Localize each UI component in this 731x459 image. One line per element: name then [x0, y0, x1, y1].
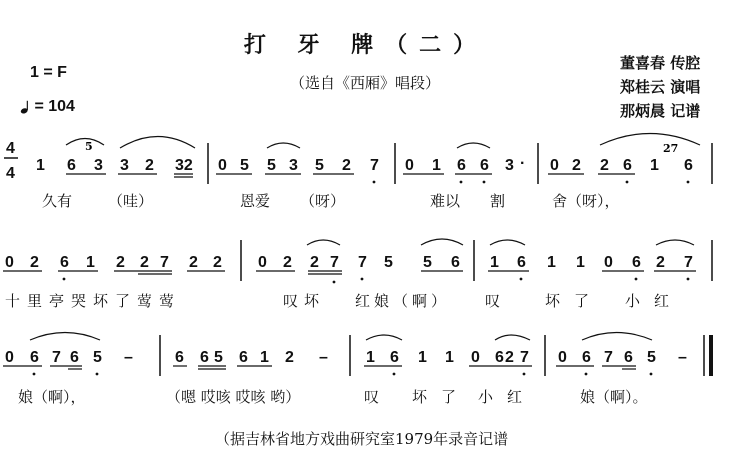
- row2-note: 2: [140, 254, 149, 271]
- row2-note: 0: [604, 254, 613, 271]
- row2-note: 7: [684, 254, 693, 271]
- row1-note: 3: [94, 157, 103, 174]
- row2-note: 7: [330, 254, 339, 271]
- row3-note: 7: [52, 349, 61, 366]
- row1-note: 5: [240, 157, 249, 174]
- row1-note: 2: [600, 157, 609, 174]
- credit-line-2: 郑桂云 演唱: [620, 78, 701, 96]
- lyric: （呀）: [300, 192, 346, 210]
- row3-note: 7: [520, 349, 529, 366]
- score-row-3: [3, 333, 711, 377]
- row1-note: 3: [120, 157, 129, 174]
- tempo-value: = 104: [34, 98, 75, 115]
- page-title: 打 牙 牌（二）: [243, 33, 488, 58]
- row1-note: 0: [405, 157, 414, 174]
- source-footnote: （据吉林省地方戏曲研究室1979年录音记谱: [215, 430, 509, 448]
- key-signature: 1 = F: [30, 64, 67, 81]
- lyric: 难以: [430, 192, 461, 210]
- row2-note: 0: [258, 254, 267, 271]
- row1-note: 5: [267, 157, 276, 174]
- row3-note: 6: [495, 349, 504, 366]
- lyric: 小红: [625, 292, 684, 310]
- lyric: （哇）: [108, 192, 154, 210]
- row2-note: 7: [358, 254, 367, 271]
- row3-note: 6: [624, 349, 633, 366]
- row2-note: 5: [423, 254, 432, 271]
- row2-note: 1: [547, 254, 556, 271]
- row2-note: 6: [451, 254, 460, 271]
- row1-note: 6: [480, 157, 489, 174]
- row2-note: 6: [517, 254, 526, 271]
- row3-note: 1: [366, 349, 375, 366]
- lyric: 娘（啊），: [18, 388, 86, 406]
- lyric: 坏了: [545, 292, 604, 310]
- row2-note: 7: [160, 254, 169, 271]
- lyric: 叹: [485, 292, 501, 310]
- row3-note: 2: [285, 349, 294, 366]
- row2-note: 1: [490, 254, 499, 271]
- row1-grace: 5: [85, 140, 93, 153]
- row3-note: 2: [505, 349, 514, 366]
- row3-note: 0: [5, 349, 14, 366]
- row3-note: 5: [93, 349, 102, 366]
- row1-dot: ·: [520, 155, 526, 172]
- credit-line-3: 那炳晨 记谱: [620, 102, 701, 120]
- time-sig-top: 4: [6, 140, 15, 157]
- lyric: 小红: [478, 388, 537, 406]
- row2-note: 2: [30, 254, 39, 271]
- row1-grace: 27: [663, 142, 679, 155]
- row1-note: 3: [505, 157, 514, 174]
- row1-note: 6: [684, 157, 693, 174]
- row3-note: 6: [30, 349, 39, 366]
- row1-note: 6: [623, 157, 632, 174]
- row3-note: –: [678, 349, 687, 366]
- row2-note: 6: [60, 254, 69, 271]
- lyric: 十里亭哭坏了莺莺: [5, 292, 182, 310]
- time-sig-bottom: 4: [6, 165, 15, 182]
- row1-note: 6: [67, 157, 76, 174]
- row3-note: 6: [175, 349, 184, 366]
- row1-note: 2: [342, 157, 351, 174]
- row3-note: 1: [445, 349, 454, 366]
- lyric: 恩爱: [240, 192, 271, 210]
- row2-note: 2: [189, 254, 198, 271]
- lyric: 舍（呀），: [552, 192, 620, 210]
- subtitle: （选自《西厢》唱段）: [290, 74, 441, 92]
- row2-note: 2: [116, 254, 125, 271]
- row3-note: 6: [70, 349, 79, 366]
- row3-note: 6: [200, 349, 209, 366]
- row2-note: 2: [656, 254, 665, 271]
- row1-note: 1: [650, 157, 659, 174]
- row2-note: 2: [310, 254, 319, 271]
- lyric: 叹: [364, 388, 380, 406]
- lyric: 红娘（啊）: [355, 292, 451, 310]
- row2-note: 1: [86, 254, 95, 271]
- lyric: 娘（啊）。: [580, 388, 648, 406]
- score-row-1: [36, 134, 712, 185]
- row2-note: 5: [384, 254, 393, 271]
- row3-note: 1: [260, 349, 269, 366]
- row2-note: 2: [213, 254, 222, 271]
- credit-line-1: 董喜春 传腔: [620, 54, 701, 72]
- row2-note: 1: [576, 254, 585, 271]
- row2-note: 0: [5, 254, 14, 271]
- row1-note: 1: [432, 157, 441, 174]
- row1-note: 2: [145, 157, 154, 174]
- row3-note: 6: [239, 349, 248, 366]
- lyric: 叹坏: [283, 292, 326, 310]
- lyric: 坏了: [412, 388, 471, 406]
- row2-note: 2: [283, 254, 292, 271]
- row1-note: 5: [315, 157, 324, 174]
- row3-note: –: [124, 349, 133, 366]
- score-row-2: [3, 239, 712, 283]
- row3-note: 0: [471, 349, 480, 366]
- lyric: 割: [490, 192, 506, 210]
- lyric: 久有: [42, 192, 73, 210]
- row3-note: 5: [214, 349, 223, 366]
- row3-note: 0: [558, 349, 567, 366]
- lyric: （嗯 哎咳 哎咳 哟）: [166, 388, 301, 406]
- row1-note: 7: [370, 157, 379, 174]
- row1-note: 1: [36, 157, 45, 174]
- row1-note: 3: [289, 157, 298, 174]
- row1-note: 2: [572, 157, 581, 174]
- row3-note: 1: [418, 349, 427, 366]
- row3-note: 6: [390, 349, 399, 366]
- row3-note: 7: [604, 349, 613, 366]
- row3-note: 6: [582, 349, 591, 366]
- row1-note: 0: [550, 157, 559, 174]
- row1-note: 32: [175, 157, 193, 174]
- row3-note: 5: [647, 349, 656, 366]
- row1-note: 0: [218, 157, 227, 174]
- row1-note: 6: [457, 157, 466, 174]
- row3-note: –: [319, 349, 328, 366]
- row2-note: 6: [632, 254, 641, 271]
